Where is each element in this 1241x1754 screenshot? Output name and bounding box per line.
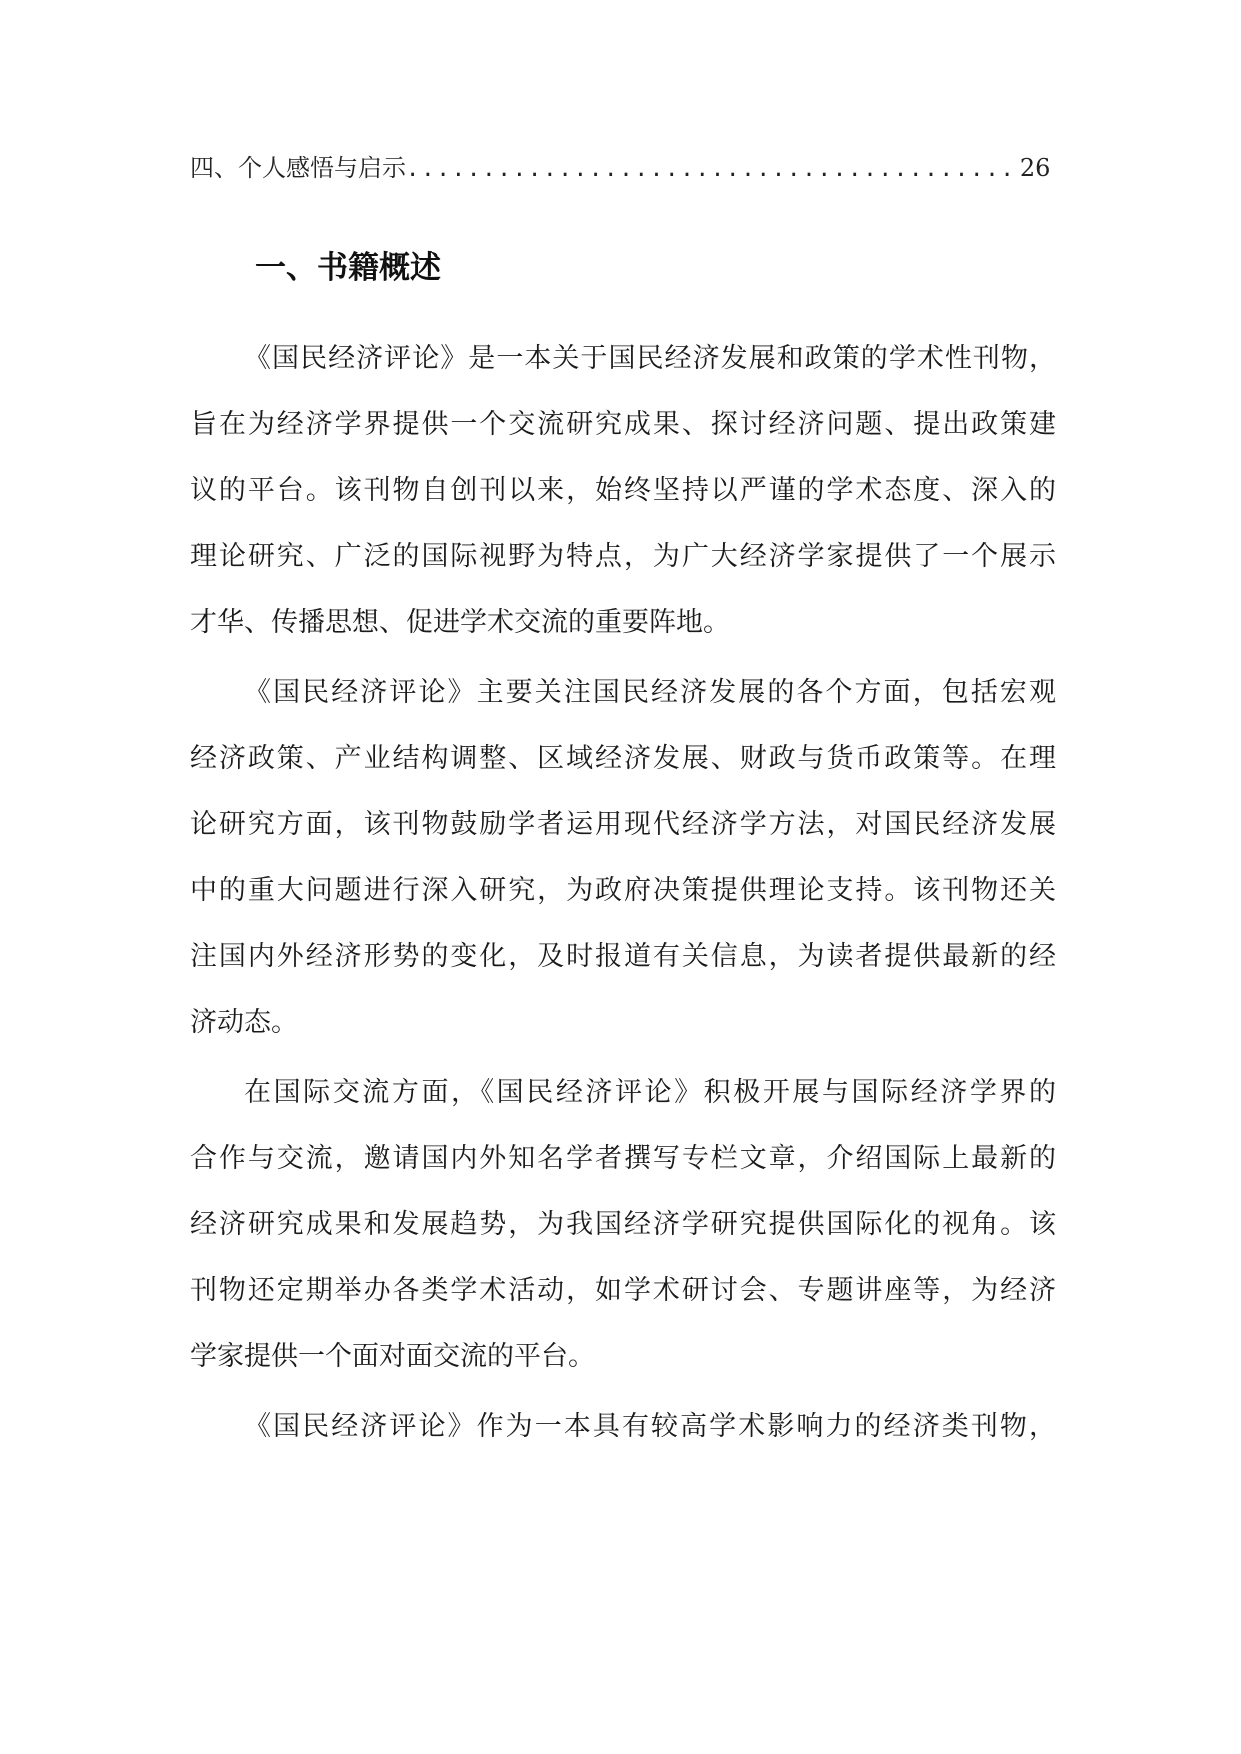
text-line: 旨在为经济学界提供一个交流研究成果、探讨经济问题、提出政策建	[190, 409, 1056, 440]
text-line: 议的平台。该刊物自创刊以来，始终坚持以严谨的学术态度、深入的	[190, 475, 1056, 506]
text-line: 学家提供一个面对面交流的平台。	[190, 1341, 595, 1372]
text-line: 济动态。	[190, 1007, 298, 1038]
text-line: 《国民经济评论》主要关注国民经济发展的各个方面，包括宏观	[244, 677, 1056, 708]
text-line: 才华、传播思想、促进学术交流的重要阵地。	[190, 607, 730, 638]
text-line: 经济研究成果和发展趋势，为我国经济学研究提供国际化的视角。该	[190, 1209, 1056, 1240]
text-line: 理论研究、广泛的国际视野为特点，为广大经济学家提供了一个展示	[190, 541, 1056, 572]
text-line: 中的重大问题进行深入研究，为政府决策提供理论支持。该刊物还关	[190, 875, 1056, 906]
toc-entry[interactable]	[190, 148, 1051, 188]
text-line: 合作与交流，邀请国内外知名学者撰写专栏文章，介绍国际上最新的	[190, 1143, 1056, 1174]
toc-page-number: 26	[1019, 154, 1051, 182]
text-line: 注国内外经济形势的变化，及时报道有关信息，为读者提供最新的经	[190, 941, 1056, 972]
toc-entry-title: 四、个人感悟与启示	[190, 154, 406, 182]
paragraph-2	[190, 660, 1056, 1056]
text-line: 刊物还定期举办各类学术活动，如学术研讨会、专题讲座等，为经济	[190, 1275, 1056, 1306]
paragraph-4	[190, 1394, 1056, 1460]
text-line: 论研究方面，该刊物鼓励学者运用现代经济学方法，对国民经济发展	[190, 809, 1056, 840]
toc-leader-dots: ........................................	[406, 157, 1016, 182]
section-heading: 一、书籍概述	[255, 250, 441, 286]
paragraph-1	[190, 326, 1056, 656]
text-line: 《国民经济评论》是一本关于国民经济发展和政策的学术性刊物，	[244, 343, 1056, 374]
paragraph-3	[190, 1060, 1056, 1390]
text-line: 在国际交流方面，《国民经济评论》积极开展与国际经济学界的	[244, 1077, 1056, 1108]
text-line: 《国民经济评论》作为一本具有较高学术影响力的经济类刊物，	[244, 1411, 1056, 1442]
text-line: 经济政策、产业结构调整、区域经济发展、财政与货币政策等。在理	[190, 743, 1056, 774]
body-text	[190, 326, 1056, 1464]
